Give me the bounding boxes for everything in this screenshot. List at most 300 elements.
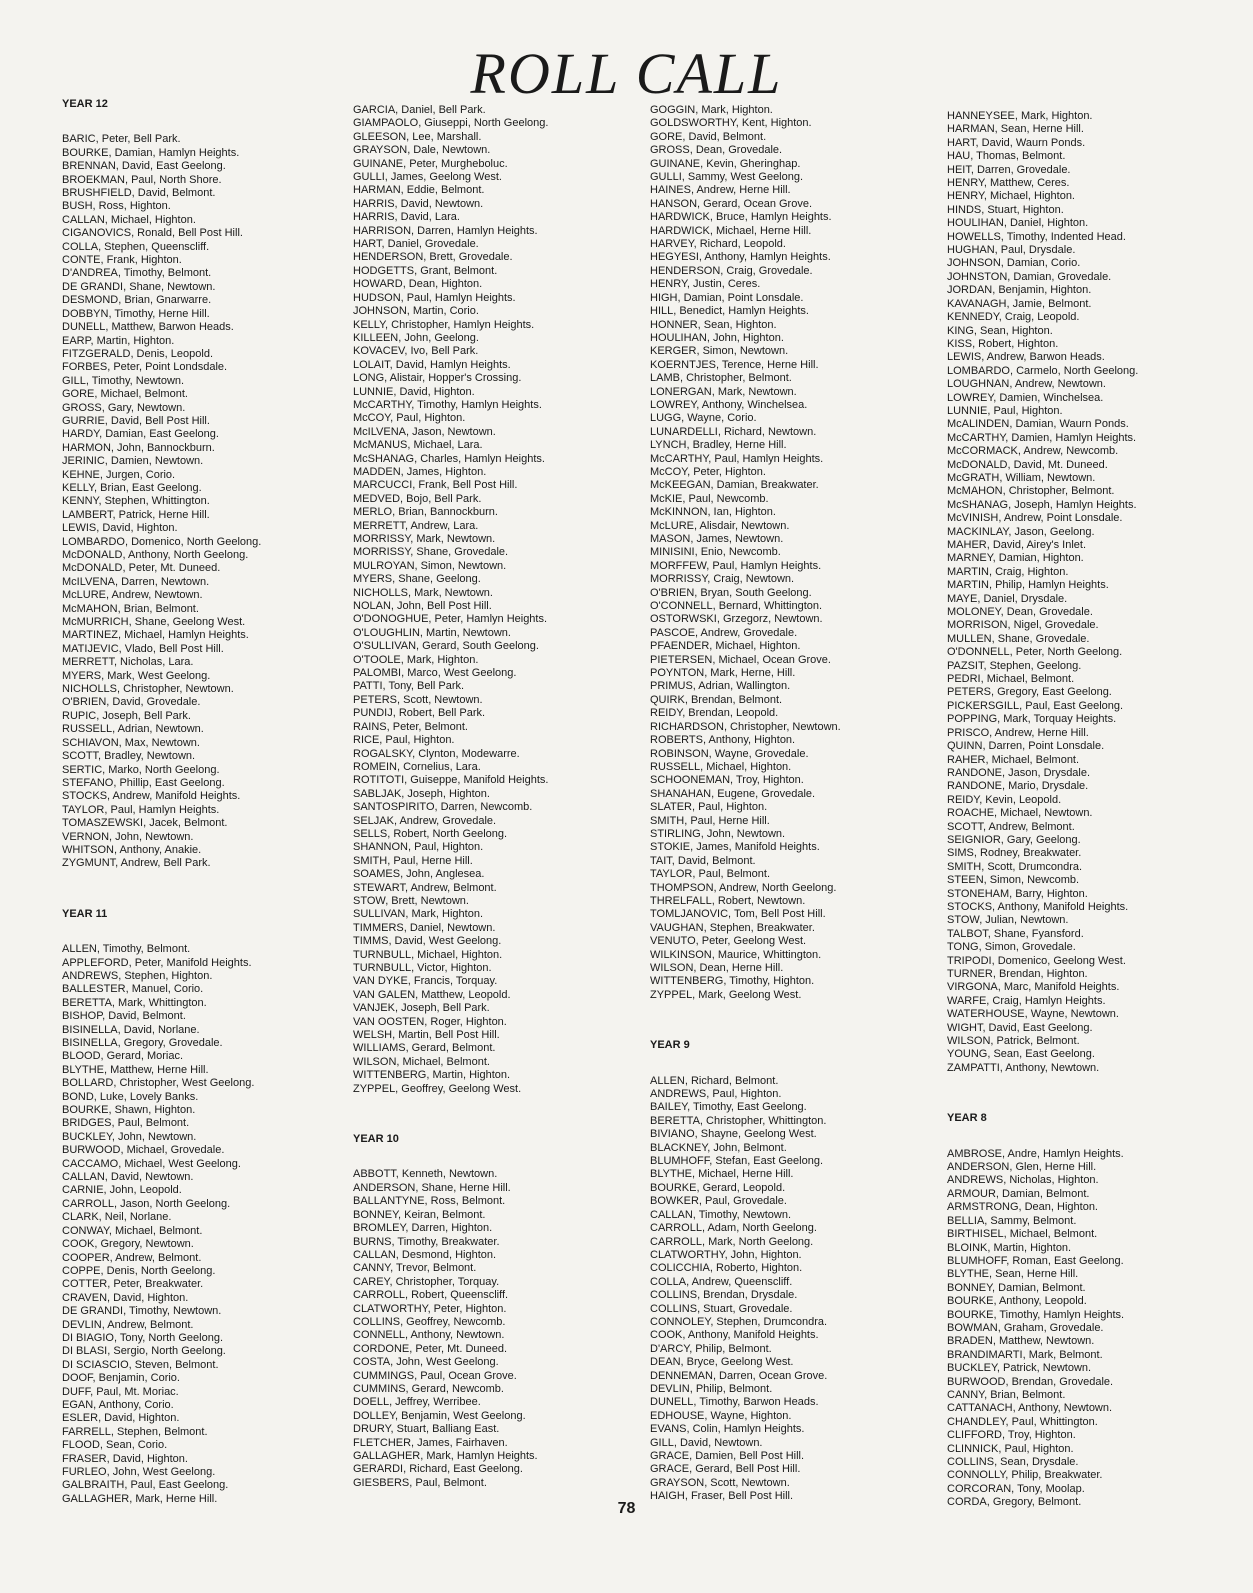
student-entry: BONNEY, Keiran, Belmont. <box>353 1208 486 1221</box>
student-entry: GURRIE, David, Bell Post Hill. <box>62 414 210 427</box>
student-entry: DOBBYN, Timothy, Herne Hill. <box>62 307 210 320</box>
student-entry: SERTIC, Marko, North Geelong. <box>62 763 220 776</box>
student-entry: TOMASZEWSKI, Jacek, Belmont. <box>62 817 228 830</box>
student-entry: STONEHAM, Barry, Highton. <box>947 887 1088 900</box>
student-entry: KOVACEV, Ivo, Bell Park. <box>353 345 479 358</box>
student-entry: LYNCH, Bradley, Herne Hill. <box>650 439 787 452</box>
student-entry: COOPER, Andrew, Belmont. <box>62 1251 202 1264</box>
student-entry: CALLAN, Desmond, Highton. <box>353 1248 497 1261</box>
student-entry: COPPE, Denis, North Geelong. <box>62 1264 216 1277</box>
student-entry: PAZSIT, Stephen, Geelong. <box>947 659 1082 672</box>
student-entry: GLEESON, Lee, Marshall. <box>353 130 482 143</box>
student-entry: FARRELL, Stephen, Belmont. <box>62 1425 208 1438</box>
student-entry: BLOINK, Martin, Highton. <box>947 1241 1072 1254</box>
student-entry: SHANNON, Paul, Highton. <box>353 841 484 854</box>
student-entry: McDONALD, David, Mt. Duneed. <box>947 458 1108 471</box>
student-entry: TOMLJANOVIC, Tom, Bell Post Hill. <box>650 908 826 921</box>
student-entry: VENUTO, Peter, Geelong West. <box>650 935 807 948</box>
student-entry: MASON, James, Newtown. <box>650 533 784 545</box>
year-heading: YEAR 8 <box>947 1112 987 1125</box>
student-entry: EARP, Martin, Highton. <box>62 334 175 347</box>
student-entry: EDHOUSE, Wayne, Highton. <box>650 1409 792 1422</box>
student-entry: COSTA, John, West Geelong. <box>353 1356 499 1369</box>
student-entry: BOURKE, Timothy, Hamlyn Heights. <box>947 1308 1125 1321</box>
student-entry: CIGANOVICS, Ronald, Bell Post Hill. <box>62 227 243 240</box>
student-entry: McLURE, Andrew, Newtown. <box>62 589 203 602</box>
student-entry: VAN DYKE, Francis, Torquay. <box>353 975 498 988</box>
student-entry: RANDONE, Mario, Drysdale. <box>947 780 1089 793</box>
student-entry: FORBES, Peter, Point Londsdale. <box>62 361 228 374</box>
student-entry: McSHANAG, Joseph, Hamlyn Heights. <box>947 498 1137 511</box>
student-entry: TIMMERS, Daniel, Newtown. <box>353 921 496 934</box>
student-entry: HARRIS, David, Newtown. <box>353 197 484 210</box>
student-entry: AMBROSE, Andre, Hamlyn Heights. <box>947 1147 1124 1160</box>
student-entry: QUIRK, Brendan, Belmont. <box>650 693 783 706</box>
student-entry: CONNELL, Anthony, Newtown. <box>353 1329 505 1342</box>
student-entry: NICHOLLS, Christopher, Newtown. <box>62 683 234 696</box>
student-entry: PRISCO, Andrew, Herne Hill. <box>947 726 1089 739</box>
student-entry: LONG, Alistair, Hopper's Crossing. <box>353 372 522 385</box>
student-entry: SCOTT, Bradley, Newtown. <box>62 750 196 763</box>
student-entry: VANJEK, Joseph, Bell Park. <box>353 1002 490 1015</box>
student-entry: CARROLL, Robert, Queenscliff. <box>353 1289 509 1302</box>
student-entry: GRAYSON, Scott, Newtown. <box>650 1476 790 1489</box>
student-entry: SMITH, Paul, Herne Hill. <box>650 814 770 827</box>
student-entry: LEWIS, Andrew, Barwon Heads. <box>947 351 1105 364</box>
page-title: ROLL CALL <box>470 41 783 106</box>
section-gap <box>353 1096 548 1133</box>
student-entry: BISHOP, David, Belmont. <box>62 1010 186 1023</box>
student-entry: COLLINS, Stuart, Grovedale. <box>650 1302 793 1315</box>
student-entry: GALLAGHER, Mark, Hamlyn Heights. <box>353 1450 538 1462</box>
student-entry: PETERS, Gregory, East Geelong. <box>947 686 1112 699</box>
student-entry: ANDREWS, Nicholas, Highton. <box>947 1174 1099 1187</box>
student-entry: ANDERSON, Shane, Herne Hill. <box>353 1181 511 1194</box>
student-entry: CALLAN, Michael, Highton. <box>62 213 196 226</box>
student-entry: CUMMINGS, Paul, Ocean Grove. <box>353 1369 517 1382</box>
student-entry: BOLLARD, Christopher, West Geelong. <box>62 1077 255 1090</box>
student-entry: SABLJAK, Joseph, Highton. <box>353 787 490 800</box>
student-entry: HUGHAN, Paul, Drysdale. <box>947 244 1076 257</box>
student-entry: REIDY, Kevin, Leopold. <box>947 793 1062 806</box>
student-entry: LUNNIE, David, Highton. <box>353 385 475 398</box>
student-entry: ROTITOTI, Guiseppe, Manifold Heights. <box>353 774 549 787</box>
student-entry: MARNEY, Damian, Highton. <box>947 552 1084 565</box>
student-entry: JERINIC, Damien, Newtown. <box>62 455 204 468</box>
student-entry: ALLEN, Timothy, Belmont. <box>62 943 191 956</box>
student-entry: CALLAN, Timothy, Newtown. <box>650 1208 792 1221</box>
student-entry: ALLEN, Richard, Belmont. <box>650 1074 779 1087</box>
student-entry: RICHARDSON, Christopher, Newtown. <box>650 720 841 733</box>
student-entry: HODGETTS, Grant, Belmont. <box>353 264 498 277</box>
student-entry: PATTI, Tony, Bell Park. <box>353 680 465 693</box>
student-entry: CLINNICK, Paul, Highton. <box>947 1442 1074 1455</box>
student-entry: WILSON, Dean, Herne Hill. <box>650 962 784 974</box>
student-entry: BLOOD, Gerard, Moriac. <box>62 1050 184 1063</box>
student-entry: O'DONNELL, Peter, North Geelong. <box>947 646 1123 659</box>
student-entry: VERNON, John, Newtown. <box>62 830 194 843</box>
student-entry: ARMOUR, Damian, Belmont. <box>947 1187 1090 1200</box>
student-entry: McDONALD, Peter, Mt. Duneed. <box>62 562 221 575</box>
student-entry: HARMAN, Sean, Herne Hill. <box>947 123 1084 136</box>
student-entry: TAYLOR, Paul, Hamlyn Heights. <box>62 803 220 816</box>
student-entry: RUPIC, Joseph, Bell Park. <box>62 709 191 722</box>
student-entry: PIETERSEN, Michael, Ocean Grove. <box>650 653 831 666</box>
student-entry: WATERHOUSE, Wayne, Newtown. <box>947 1008 1119 1021</box>
student-entry: GALBRAITH, Paul, East Geelong. <box>62 1479 229 1492</box>
student-entry: BONNEY, Damian, Belmont. <box>947 1281 1086 1294</box>
student-entry: CLATWORTHY, Peter, Highton. <box>353 1302 507 1315</box>
student-entry: McDONALD, Anthony, North Geelong. <box>62 549 249 561</box>
student-entry: CALLAN, David, Newtown. <box>62 1171 194 1184</box>
student-entry: REIDY, Brendan, Leopold. <box>650 707 779 720</box>
student-entry: STEFANO, Phillip, East Geelong. <box>62 776 225 789</box>
student-entry: STOKIE, James, Manifold Heights. <box>650 841 820 854</box>
student-entry: SELJAK, Andrew, Grovedale. <box>353 814 497 827</box>
student-entry: MOLONEY, Dean, Grovedale. <box>947 606 1093 619</box>
student-entry: TAYLOR, Paul, Belmont. <box>650 868 771 881</box>
student-entry: McMAHON, Christopher, Belmont. <box>947 485 1115 498</box>
student-entry: HOWELLS, Timothy, Indented Head. <box>947 230 1126 243</box>
student-entry: MARTINEZ, Michael, Hamlyn Heights. <box>62 629 249 642</box>
student-entry: PICKERSGILL, Paul, East Geelong. <box>947 699 1124 712</box>
student-entry: ROMEIN, Cornelius, Lara. <box>353 760 481 773</box>
student-entry: McKEEGAN, Damian, Breakwater. <box>650 479 819 492</box>
student-entry: GRAYSON, Dale, Newtown. <box>353 144 491 157</box>
student-entry: MARTIN, Craig, Highton. <box>947 565 1069 578</box>
student-entry: ABBOTT, Kenneth, Newtown. <box>353 1168 498 1181</box>
student-entry: CLATWORTHY, John, Highton. <box>650 1248 802 1261</box>
student-entry: CANNY, Trevor, Belmont. <box>353 1262 477 1275</box>
student-entry: HILL, Benedict, Hamlyn Heights. <box>650 305 809 318</box>
student-entry: GOGGIN, Mark, Highton. <box>650 104 773 116</box>
student-entry: BUCKLEY, Patrick, Newtown. <box>947 1362 1092 1375</box>
student-entry: PALOMBI, Marco, West Geelong. <box>353 667 517 680</box>
student-entry: BURWOOD, Brendan, Grovedale. <box>947 1375 1114 1388</box>
student-entry: DRURY, Stuart, Balliang East. <box>353 1423 500 1436</box>
student-entry: CATTANACH, Anthony, Newtown. <box>947 1402 1113 1415</box>
student-entry: DI SCIASCIO, Steven, Belmont. <box>62 1358 219 1371</box>
student-entry: KAVANAGH, Jamie, Belmont. <box>947 297 1092 310</box>
student-entry: HEGYESI, Anthony, Hamlyn Heights. <box>650 251 831 264</box>
student-entry: KENNY, Stephen, Whittington. <box>62 495 210 508</box>
student-entry: BALLESTER, Manuel, Corio. <box>62 983 204 996</box>
student-entry: McCOY, Peter, Highton. <box>650 465 766 478</box>
student-entry: HEIT, Darren, Grovedale. <box>947 163 1071 176</box>
student-entry: BRANDIMARTI, Mark, Belmont. <box>947 1348 1103 1361</box>
student-entry: McCORMACK, Andrew, Newcomb. <box>947 445 1119 458</box>
student-entry: BLYTHE, Matthew, Herne Hill. <box>62 1063 209 1076</box>
student-entry: RUSSELL, Adrian, Newtown. <box>62 723 204 736</box>
student-entry: CONTE, Frank, Highton. <box>62 254 182 267</box>
student-entry: FLOOD, Sean, Corio. <box>62 1439 168 1452</box>
student-entry: PFAENDER, Michael, Highton. <box>650 640 801 653</box>
student-entry: BOURKE, Gerard, Leopold. <box>650 1181 786 1194</box>
student-entry: HOWARD, Dean, Highton. <box>353 278 483 291</box>
student-entry: CUMMINS, Gerard, Newcomb. <box>353 1382 504 1395</box>
year-heading: YEAR 11 <box>62 907 108 920</box>
student-entry: JOHNSTON, Damian, Grovedale. <box>947 270 1112 283</box>
student-entry: NICHOLLS, Mark, Newtown. <box>353 586 493 599</box>
student-entry: DI BIAGIO, Tony, North Geelong. <box>62 1331 223 1344</box>
student-entry: SANTOSPIRITO, Darren, Newcomb. <box>353 801 533 814</box>
student-entry: KERGER, Simon, Newtown. <box>650 345 789 358</box>
student-entry: DEVLIN, Philip, Belmont. <box>650 1382 773 1395</box>
student-entry: ARMSTRONG, Dean, Highton. <box>947 1201 1098 1214</box>
student-entry: BROEKMAN, Paul, North Shore. <box>62 173 222 186</box>
student-entry: COLLINS, Sean, Drysdale. <box>947 1456 1079 1468</box>
student-entry: LOWREY, Damien, Winchelsea. <box>947 391 1104 404</box>
student-entry: MERRETT, Andrew, Lara. <box>353 519 479 532</box>
student-entry: HUDSON, Paul, Hamlyn Heights. <box>353 291 516 304</box>
student-entry: O'DONOGHUE, Peter, Hamlyn Heights. <box>353 613 548 626</box>
student-entry: MAHER, David, Airey's Inlet. <box>947 539 1087 551</box>
student-entry: LEWIS, David, Highton. <box>62 522 178 535</box>
student-entry: O'TOOLE, Mark, Highton. <box>353 653 479 666</box>
section-gap <box>947 1075 1138 1112</box>
student-entry: MAYE, Daniel, Drysdale. <box>947 592 1068 605</box>
student-entry: WIGHT, David, East Geelong. <box>947 1021 1093 1034</box>
student-entry: MORRISSY, Shane, Grovedale. <box>353 546 509 559</box>
student-entry: HARDY, Damian, East Geelong. <box>62 428 219 441</box>
student-entry: ESLER, David, Highton. <box>62 1412 180 1425</box>
student-entry: COLLA, Stephen, Queenscliff. <box>62 240 210 253</box>
student-entry: GILL, Timothy, Newtown. <box>62 374 185 387</box>
student-entry: McGRATH, William, Newtown. <box>947 471 1096 484</box>
student-entry: KELLY, Brian, East Geelong. <box>62 481 202 494</box>
student-entry: BERETTA, Christopher, Whittington. <box>650 1114 827 1127</box>
student-entry: HART, Daniel, Grovedale. <box>353 238 479 251</box>
student-entry: CORDA, Gregory, Belmont. <box>947 1496 1082 1509</box>
student-entry: GULLI, James, Geelong West. <box>353 171 502 184</box>
student-entry: LOMBARDO, Carmelo, North Geelong. <box>947 364 1139 377</box>
student-entry: CRAVEN, David, Highton. <box>62 1291 189 1304</box>
page-number: 78 <box>617 1500 636 1517</box>
student-entry: KILLEEN, John, Geelong. <box>353 331 479 344</box>
student-entry: GOLDSWORTHY, Kent, Highton. <box>650 117 812 130</box>
student-entry: SCHIAVON, Max, Newtown. <box>62 736 200 749</box>
student-entry: HENRY, Matthew, Ceres. <box>947 177 1070 190</box>
student-entry: BARIC, Peter, Bell Park. <box>62 133 181 146</box>
student-entry: KOERNTJES, Terence, Herne Hill. <box>650 358 819 371</box>
student-entry: KELLY, Christopher, Hamlyn Heights. <box>353 318 535 331</box>
student-entry: STEEN, Simon, Newcomb. <box>947 874 1080 887</box>
student-entry: BUCKLEY, John, Newtown. <box>62 1130 197 1143</box>
student-entry: FLETCHER, James, Fairhaven. <box>353 1436 508 1449</box>
student-entry: FRASER, David, Highton. <box>62 1452 188 1465</box>
student-entry: ROACHE, Michael, Newtown. <box>947 807 1093 820</box>
student-entry: MULROYAN, Simon, Newtown. <box>353 559 507 572</box>
column-3 <box>650 104 841 1504</box>
student-entry: VAN OOSTEN, Roger, Highton. <box>353 1015 507 1028</box>
student-entry: DENNEMAN, Darren, Ocean Grove. <box>650 1369 828 1382</box>
student-entry: PETERS, Scott, Newtown. <box>353 693 483 706</box>
student-entry: D'ARCY, Philip, Belmont. <box>650 1342 772 1355</box>
student-entry: BLACKNEY, John, Belmont. <box>650 1141 787 1154</box>
student-entry: WHITSON, Anthony, Anakie. <box>62 843 202 856</box>
student-entry: STOCKS, Anthony, Manifold Heights. <box>947 900 1129 913</box>
student-entry: SULLIVAN, Mark, Highton. <box>353 908 484 921</box>
student-entry: BOURKE, Anthony, Leopold. <box>947 1295 1087 1308</box>
student-entry: ZYGMUNT, Andrew, Bell Park. <box>62 857 211 870</box>
student-entry: LOWREY, Anthony, Winchelsea. <box>650 398 808 411</box>
student-entry: LUNARDELLI, Richard, Newtown. <box>650 425 817 438</box>
student-entry: O'LOUGHLIN, Martin, Newtown. <box>353 626 511 639</box>
student-entry: WILLIAMS, Gerard, Belmont. <box>353 1042 496 1055</box>
student-entry: COOK, Anthony, Manifold Heights. <box>650 1329 819 1342</box>
student-entry: MORRISON, Nigel, Grovedale. <box>947 619 1099 632</box>
student-entry: McKIE, Paul, Newcomb. <box>650 492 769 505</box>
student-entry: BOWKER, Paul, Grovedale. <box>650 1195 787 1208</box>
student-entry: MORRISSY, Craig, Newtown. <box>650 573 795 586</box>
student-entry: HOULIHAN, John, Highton. <box>650 331 784 344</box>
student-entry: GULLI, Sammy, West Geelong. <box>650 171 804 184</box>
student-entry: BRUSHFIELD, David, Belmont. <box>62 187 216 200</box>
year-heading: YEAR 9 <box>650 1039 690 1052</box>
student-entry: HARRISON, Darren, Hamlyn Heights. <box>353 224 538 237</box>
student-entry: HAINES, Andrew, Herne Hill. <box>650 184 791 197</box>
student-entry: LUNNIE, Paul, Highton. <box>947 404 1063 417</box>
student-entry: MATIJEVIC, Vlado, Bell Post Hill. <box>62 642 224 655</box>
student-entry: FITZGERALD, Denis, Leopold. <box>62 347 214 360</box>
student-entry: CACCAMO, Michael, West Geelong. <box>62 1157 241 1170</box>
student-entry: HAU, Thomas, Belmont. <box>947 150 1066 163</box>
student-entry: COOK, Gregory, Newtown. <box>62 1238 194 1251</box>
student-entry: STOW, Julian, Newtown. <box>947 914 1069 927</box>
student-entry: DUNELL, Timothy, Barwon Heads. <box>650 1396 819 1409</box>
student-entry: DE GRANDI, Timothy, Newtown. <box>62 1305 222 1318</box>
student-entry: DOOF, Benjamin, Corio. <box>62 1372 180 1385</box>
student-entry: STEWART, Andrew, Belmont. <box>353 881 497 894</box>
student-entry: MADDEN, James, Highton. <box>353 465 487 478</box>
student-entry: WILKINSON, Maurice, Whittington. <box>650 948 822 961</box>
student-entry: WARFE, Craig, Hamlyn Heights. <box>947 994 1106 1007</box>
student-entry: McMURRICH, Shane, Geelong West. <box>62 616 246 629</box>
student-entry: HENRY, Michael, Highton. <box>947 190 1075 203</box>
student-entry: DI BLASI, Sergio, North Geelong. <box>62 1345 226 1358</box>
student-entry: KENNEDY, Craig, Leopold. <box>947 311 1080 324</box>
student-entry: LOUGHNAN, Andrew, Newtown. <box>947 378 1106 391</box>
student-entry: TURNBULL, Michael, Highton. <box>353 948 503 961</box>
student-entry: MERRETT, Nicholas, Lara. <box>62 656 194 669</box>
student-entry: LAMB, Christopher, Belmont. <box>650 372 792 385</box>
student-entry: O'BRIEN, Bryan, South Geelong. <box>650 586 812 599</box>
student-entry: STIRLING, John, Newtown. <box>650 827 786 840</box>
student-entry: CORCORAN, Tony, Moolap. <box>947 1482 1085 1495</box>
student-entry: O'BRIEN, David, Grovedale. <box>62 696 201 709</box>
student-entry: McCARTHY, Paul, Hamlyn Heights. <box>650 452 824 465</box>
student-entry: SMITH, Scott, Drumcondra. <box>947 860 1083 873</box>
student-entry: COLLINS, Geoffrey, Newcomb. <box>353 1315 506 1328</box>
student-entry: ZYPPEL, Mark, Geelong West. <box>650 988 802 1001</box>
student-entry: DOLLEY, Benjamin, West Geelong. <box>353 1409 526 1422</box>
student-entry: HAIGH, Fraser, Bell Post Hill. <box>650 1490 794 1503</box>
student-entry: DUNELL, Matthew, Barwon Heads. <box>62 321 234 334</box>
student-entry: ROBERTS, Anthony, Highton. <box>650 734 796 747</box>
student-entry: GALLAGHER, Mark, Herne Hill. <box>62 1492 218 1505</box>
student-entry: GIAMPAOLO, Giuseppi, North Geelong. <box>353 117 549 130</box>
student-entry: EGAN, Anthony, Corio. <box>62 1398 174 1411</box>
student-entry: O'CONNELL, Bernard, Whittington. <box>650 600 823 613</box>
student-entry: PUNDIJ, Robert, Bell Park. <box>353 707 486 720</box>
student-entry: MORFFEW, Paul, Hamlyn Heights. <box>650 559 822 572</box>
student-entry: SEIGNIOR, Gary, Geelong. <box>947 833 1081 846</box>
student-entry: LAMBERT, Patrick, Herne Hill. <box>62 508 210 521</box>
student-entry: GILL, David, Newtown. <box>650 1436 763 1449</box>
student-entry: THRELFALL, Robert, Newtown. <box>650 894 806 907</box>
student-entry: ANDREWS, Paul, Highton. <box>650 1088 782 1101</box>
student-entry: TURNBULL, Victor, Highton. <box>353 962 492 974</box>
student-entry: SCOTT, Andrew, Belmont. <box>947 820 1075 833</box>
student-entry: JOHNSON, Damian, Corio. <box>947 257 1081 270</box>
student-entry: HIGH, Damian, Point Lonsdale. <box>650 291 804 304</box>
student-entry: DEVLIN, Andrew, Belmont. <box>62 1318 194 1331</box>
student-entry: DE GRANDI, Shane, Newtown. <box>62 280 216 293</box>
student-entry: HARRIS, David, Lara. <box>353 211 460 224</box>
student-entry: FURLEO, John, West Geelong. <box>62 1466 216 1478</box>
student-entry: BALLANTYNE, Ross, Belmont. <box>353 1195 506 1208</box>
student-entry: BURWOOD, Michael, Grovedale. <box>62 1144 225 1157</box>
student-entry: MINISINI, Enio, Newcomb. <box>650 546 781 559</box>
student-entry: McSHANAG, Charles, Hamlyn Heights. <box>353 452 545 465</box>
student-entry: DUFF, Paul, Mt. Moriac. <box>62 1385 179 1398</box>
student-entry: McVINISH, Andrew, Point Lonsdale. <box>947 512 1123 525</box>
student-entry: BERETTA, Mark, Whittington. <box>62 996 207 1009</box>
student-entry: HARVEY, Richard, Leopold. <box>650 238 786 251</box>
student-entry: TURNER, Brendan, Highton. <box>947 968 1088 980</box>
student-entry: BELLIA, Sammy, Belmont. <box>947 1214 1077 1227</box>
student-entry: LUGG, Wayne, Corio. <box>650 412 757 425</box>
student-entry: TAIT, David, Belmont. <box>650 854 756 867</box>
student-entry: GORE, Michael, Belmont. <box>62 388 188 401</box>
student-entry: GIESBERS, Paul, Belmont. <box>353 1476 487 1489</box>
student-entry: MARTIN, Philip, Hamlyn Heights. <box>947 579 1109 592</box>
student-entry: HANSON, Gerard, Ocean Grove. <box>650 197 812 210</box>
student-entry: VAUGHAN, Stephen, Breakwater. <box>650 921 815 934</box>
student-entry: BISINELLA, David, Norlane. <box>62 1023 200 1036</box>
student-entry: BAILEY, Timothy, East Geelong. <box>650 1101 807 1114</box>
student-entry: ROGALSKY, Clynton, Modewarre. <box>353 747 520 760</box>
student-entry: VIRGONA, Marc, Manifold Heights. <box>947 981 1120 994</box>
student-entry: PRIMUS, Adrian, Wallington. <box>650 680 791 693</box>
student-entry: WITTENBERG, Martin, Highton. <box>353 1069 511 1082</box>
student-entry: GORE, David, Belmont. <box>650 130 767 143</box>
student-entry: WELSH, Martin, Bell Post Hill. <box>353 1029 500 1042</box>
student-entry: GUINANE, Kevin, Gheringhap. <box>650 157 801 170</box>
student-entry: BOND, Luke, Lovely Banks. <box>62 1090 199 1103</box>
student-entry: SHANAHAN, Eugene, Grovedale. <box>650 787 816 800</box>
student-entry: LOLAIT, David, Hamlyn Heights. <box>353 358 511 371</box>
student-entry: TRIPODI, Domenico, Geelong West. <box>947 954 1126 967</box>
student-entry: SCHOONEMAN, Troy, Highton. <box>650 774 804 787</box>
student-entry: VAN GALEN, Matthew, Leopold. <box>353 988 511 1001</box>
student-entry: APPLEFORD, Peter, Manifold Heights. <box>62 956 252 969</box>
student-entry: KEHNE, Jurgen, Corio. <box>62 468 176 481</box>
student-entry: JORDAN, Benjamin, Highton. <box>947 284 1092 297</box>
student-entry: YOUNG, Sean, East Geelong. <box>947 1048 1095 1061</box>
student-entry: PEDRI, Michael, Belmont. <box>947 673 1075 686</box>
column-4 <box>947 110 1138 1510</box>
student-entry: MYERS, Mark, West Geelong. <box>62 669 211 682</box>
student-entry: BUSH, Ross, Highton. <box>62 200 171 213</box>
student-entry: COLLA, Andrew, Queenscliff. <box>650 1275 793 1288</box>
student-entry: OSTORWSKI, Grzegorz, Newtown. <box>650 613 823 626</box>
student-entry: KING, Sean, Highton. <box>947 324 1053 337</box>
student-entry: CARROLL, Adam, North Geelong. <box>650 1222 817 1235</box>
student-entry: HARDWICK, Bruce, Hamlyn Heights. <box>650 211 832 224</box>
student-entry: NOLAN, John, Bell Post Hill. <box>353 600 492 613</box>
section-gap <box>62 871 261 908</box>
